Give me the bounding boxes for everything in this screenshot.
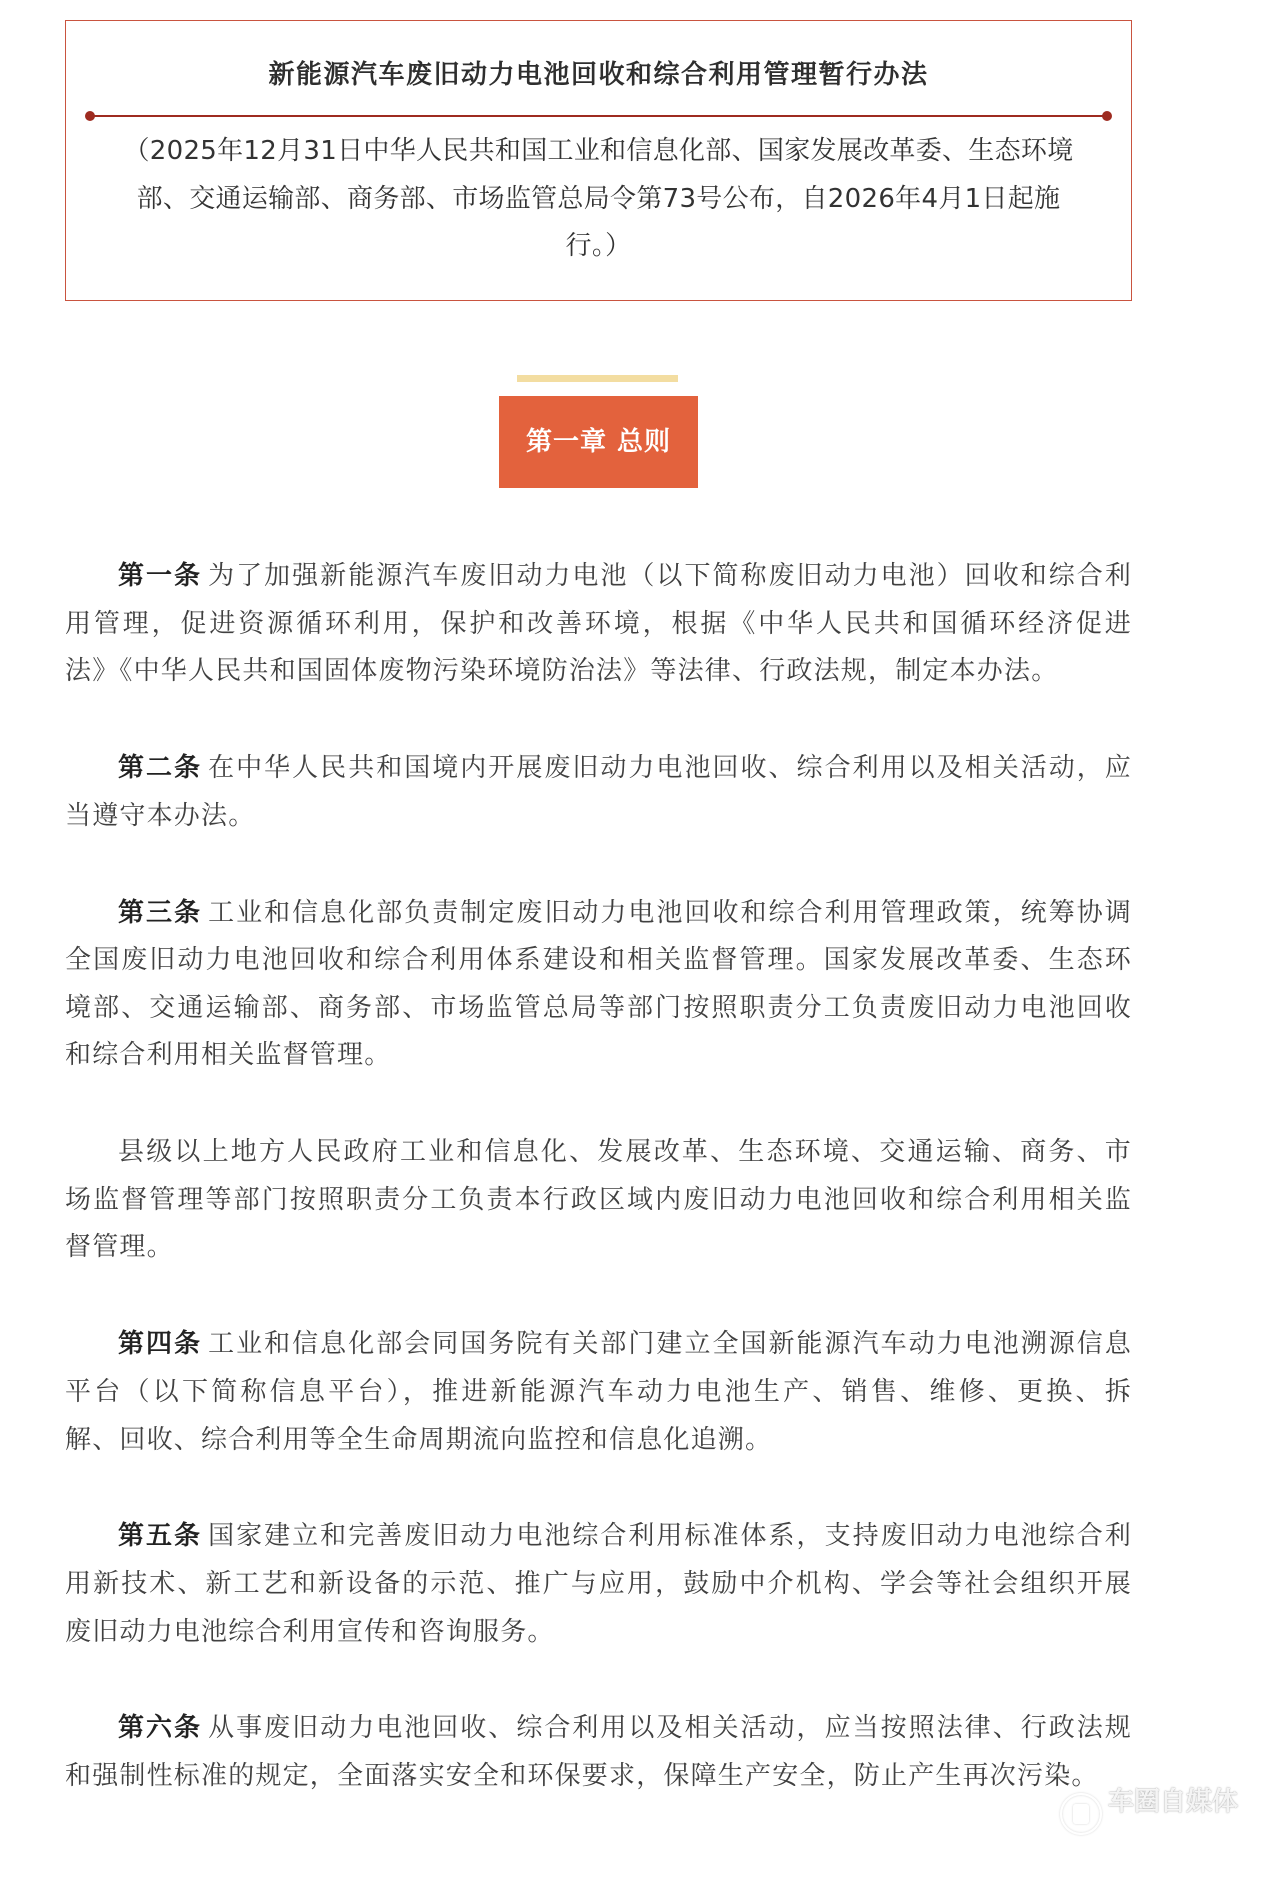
article-paragraph — [65, 1321, 1132, 1464]
article-text: 工业和信息化部会同国务院有关部门建立全国新能源汽车动力电池溯源信息 — [208, 1329, 1132, 1360]
article-line: 境部、交通运输部、商务部、市场监管总局等部门按照职责分工负责废旧动力电池回收 — [65, 992, 1132, 1023]
article-line: 当遵守本办法。 — [65, 800, 256, 831]
article-line: 全国废旧动力电池回收和综合利用体系建设和相关监督管理。国家发展改革委、生态环 — [65, 945, 1132, 976]
article-line: 解、回收、综合利用等全生命周期流向监控和信息化追溯。 — [65, 1424, 773, 1455]
article-line: 督管理。 — [65, 1232, 174, 1263]
article-line: 平台（以下简称信息平台），推进新能源汽车动力电池生产、销售、维修、更换、拆 — [65, 1376, 1132, 1407]
article-text: 工业和信息化部负责制定废旧动力电池回收和综合利用管理政策，统筹协调 — [208, 897, 1132, 928]
article-body — [65, 553, 1132, 1801]
divider-dot-left — [85, 111, 95, 121]
chapter-accent-bar — [517, 375, 678, 382]
article-paragraph — [65, 745, 1132, 840]
article-line: 废旧动力电池综合利用宣传和咨询服务。 — [65, 1616, 555, 1647]
article-label: 第四条 — [118, 1329, 203, 1360]
chapter-heading: 第一章 总则 — [499, 396, 698, 488]
article-paragraph — [65, 1513, 1132, 1656]
watermark-text: 车圈自媒体 — [1108, 1787, 1239, 1817]
article-text: 在中华人民共和国境内开展废旧动力电池回收、综合利用以及相关活动，应 — [208, 753, 1132, 784]
article-paragraph — [65, 890, 1132, 1080]
article-line: 和强制性标准的规定，全面落实安全和环保要求，保障生产安全，防止产生再次污染。 — [65, 1761, 1099, 1792]
article-paragraph — [65, 1705, 1132, 1800]
article-line — [65, 1705, 1132, 1753]
article-line: 法》《中华人民共和国固体废物污染环境防治法》等法律、行政法规，制定本办法。 — [65, 656, 1059, 687]
subtitle-line: （2025年12月31日中华人民共和国工业和信息化部、国家发展改革委、生态环境 — [123, 136, 1074, 166]
watermark-logo-icon — [1060, 1793, 1102, 1835]
divider-dot-right — [1102, 111, 1112, 121]
article-label: 第二条 — [118, 753, 203, 784]
article-paragraph — [65, 1129, 1132, 1272]
article-text: 从事废旧动力电池回收、综合利用以及相关活动，应当按照法律、行政法规 — [208, 1713, 1132, 1744]
subtitle-line: 部、交通运输部、商务部、市场监管总局令第73号公布，自2026年4月1日起施 — [136, 183, 1061, 214]
article-line: 县级以上地方人民政府工业和信息化、发展改革、生态环境、交通运输、商务、市 — [118, 1137, 1132, 1168]
article-line — [65, 1321, 1132, 1369]
document-subtitle — [66, 128, 1131, 271]
article-label: 第六条 — [118, 1713, 203, 1744]
article-line — [65, 890, 1132, 938]
article-line: 场监督管理等部门按照职责分工负责本行政区域内废旧动力电池回收和综合利用相关监 — [65, 1184, 1132, 1215]
article-text: 为了加强新能源汽车废旧动力电池（以下简称废旧动力电池）回收和综合利 — [208, 561, 1132, 591]
header-box — [65, 20, 1132, 301]
article-label: 第一条 — [118, 561, 203, 591]
article-label: 第三条 — [118, 897, 203, 928]
article-line — [65, 745, 1132, 793]
title-divider — [90, 115, 1107, 117]
subtitle-line: 行。） — [565, 231, 632, 261]
article-label: 第五条 — [118, 1521, 203, 1552]
article-line: 用管理，促进资源循环利用，保护和改善环境，根据《中华人民共和国循环经济促进 — [65, 608, 1132, 639]
article-text: 国家建立和完善废旧动力电池综合利用标准体系，支持废旧动力电池综合利 — [208, 1521, 1132, 1552]
document-title: 新能源汽车废旧动力电池回收和综合利用管理暂行办法 — [268, 60, 929, 90]
article-line — [65, 553, 1132, 601]
article-line: 用新技术、新工艺和新设备的示范、推广与应用，鼓励中介机构、学会等社会组织开展 — [65, 1568, 1132, 1599]
article-paragraph — [65, 553, 1132, 696]
article-line: 和综合利用相关监督管理。 — [65, 1040, 392, 1071]
article-line — [65, 1513, 1132, 1561]
